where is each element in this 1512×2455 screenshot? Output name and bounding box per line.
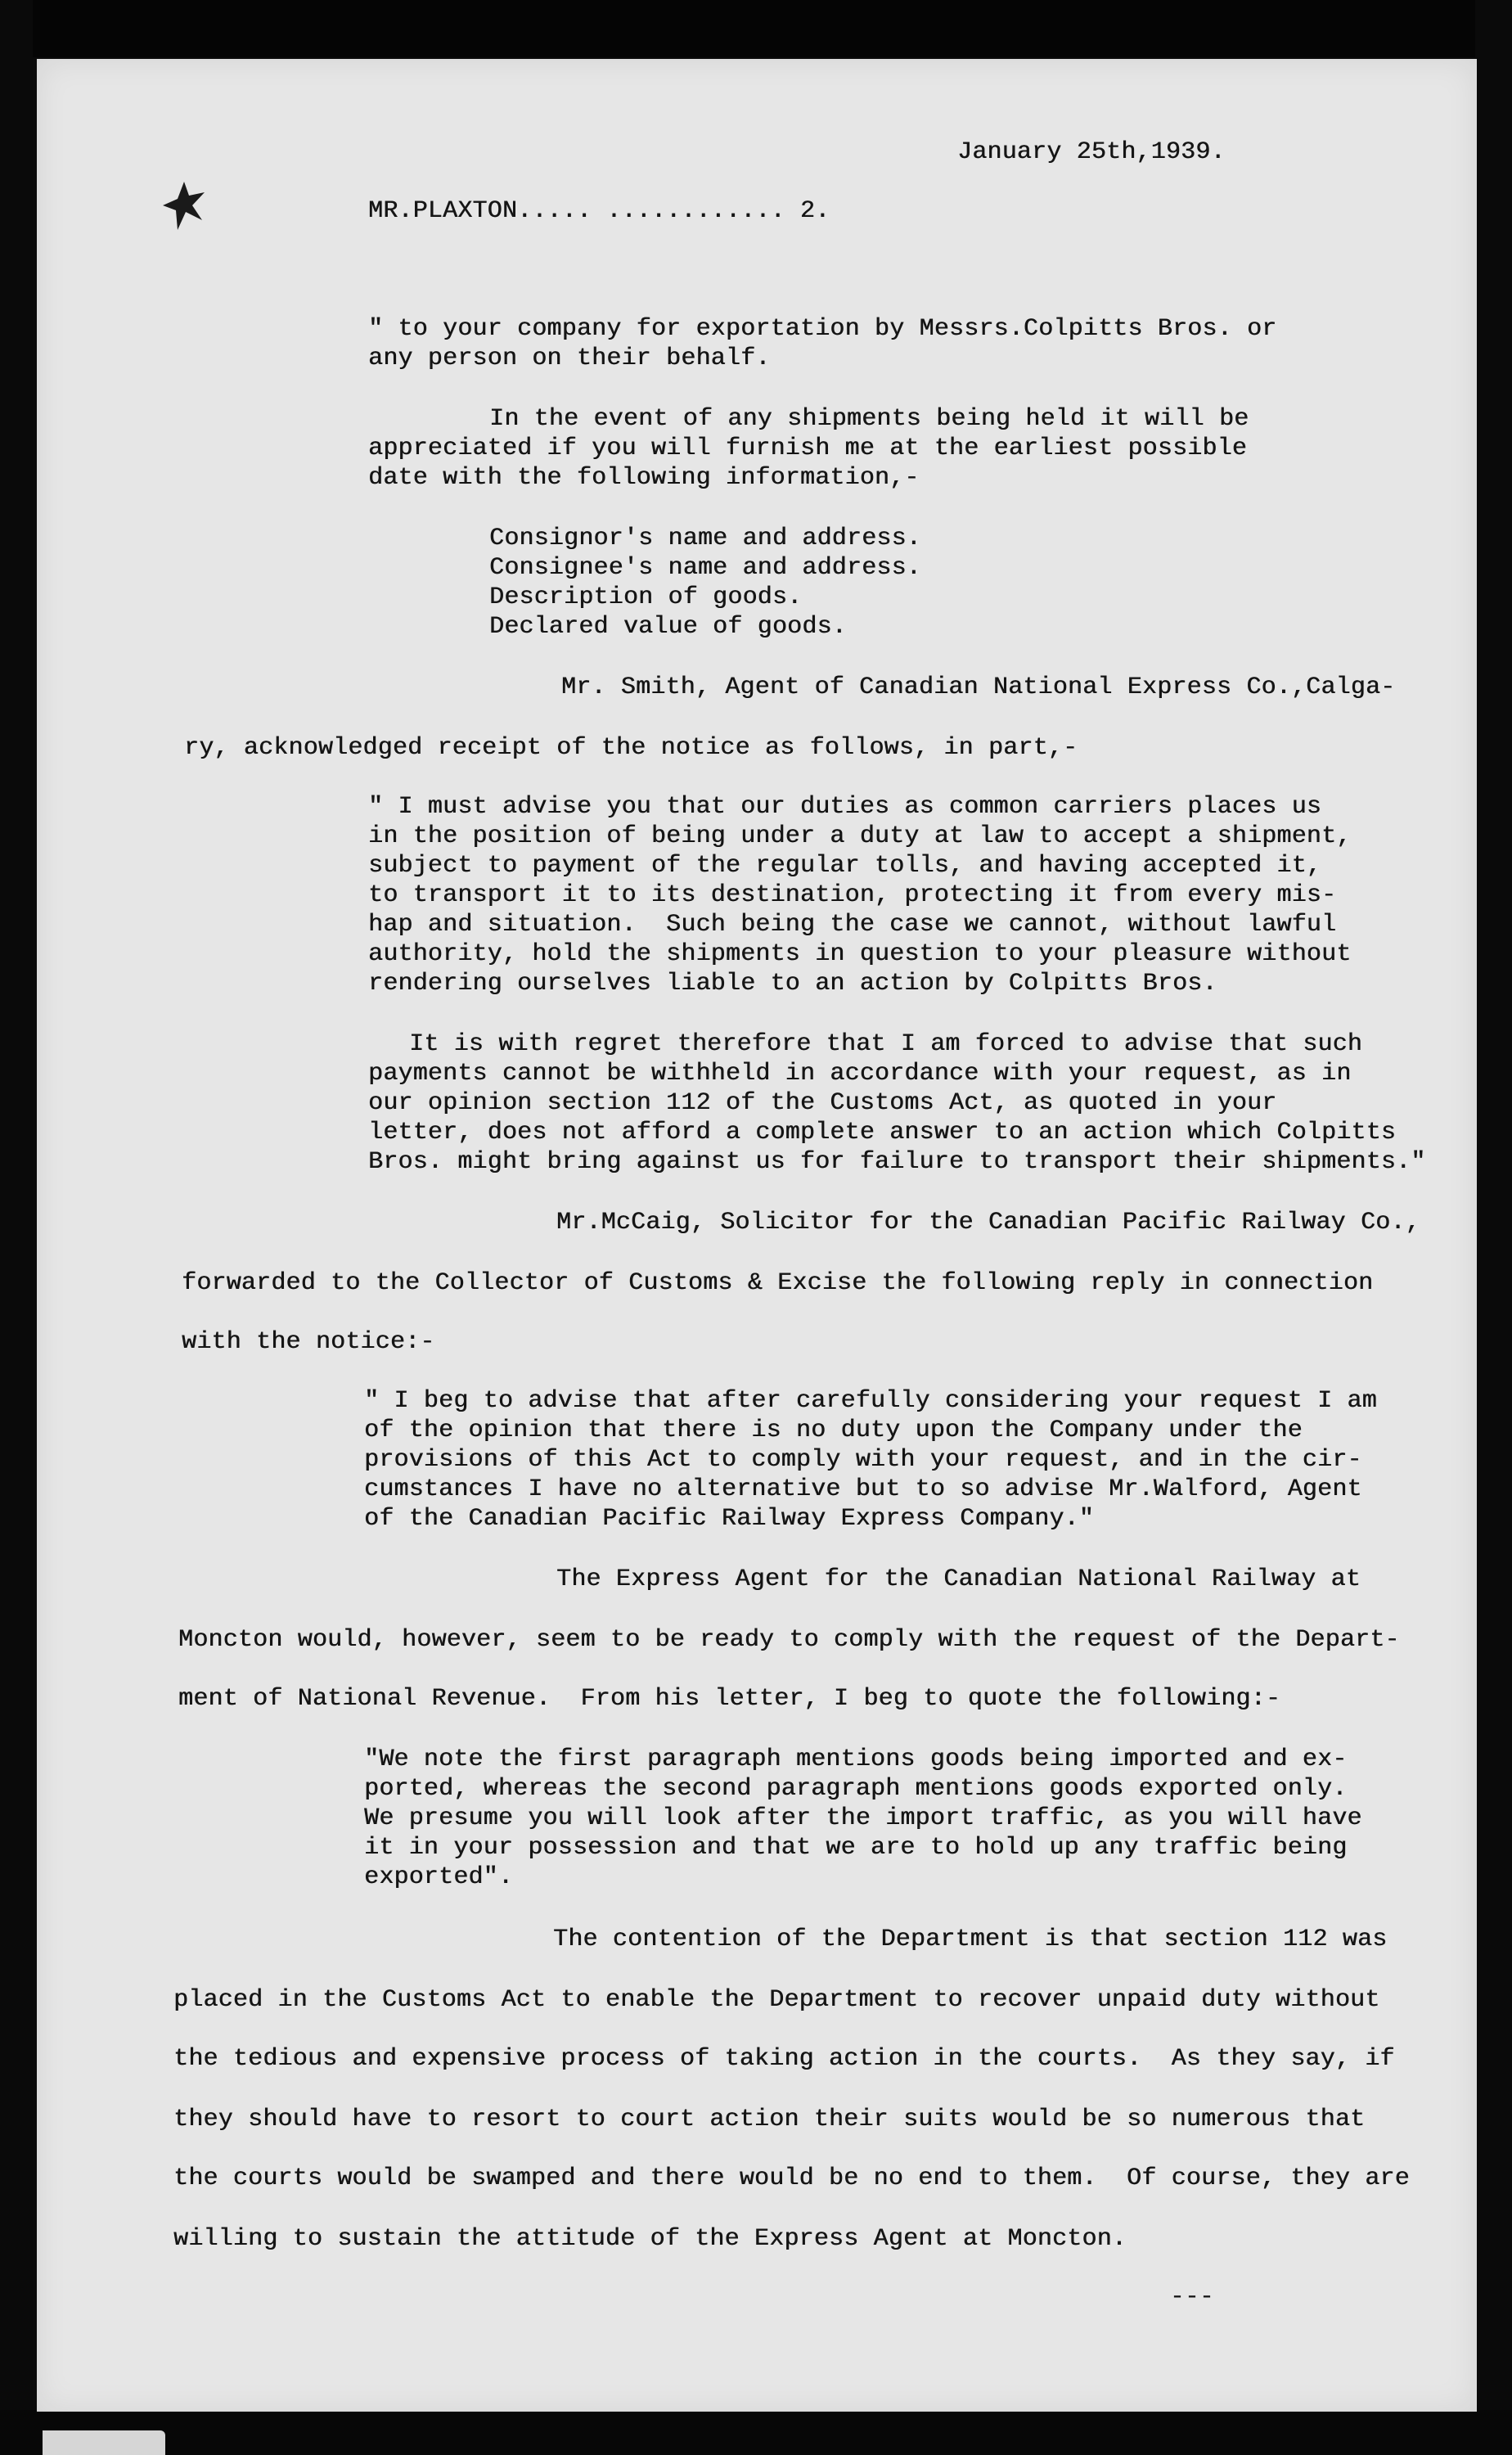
body-line: Mr. Smith, Agent of Canadian National Express Co.,Calga-: [561, 673, 1396, 701]
scan-border-right: [1475, 0, 1512, 2455]
body-line: " to your company for exportation by Messrs.Colpitts Bros. or: [368, 315, 1277, 343]
body-line: the tedious and expensive process of taking action in the courts. As they say, if: [173, 2045, 1395, 2073]
body-line: In the event of any shipments being held it will be: [489, 405, 1249, 433]
quoted-line: It is with regret therefore that I am forced to advise that such: [409, 1030, 1362, 1058]
info-list-item: Description of goods.: [489, 583, 803, 611]
quoted-line: "We note the first paragraph mentions goods being imported and ex-: [364, 1746, 1348, 1773]
quoted-line: letter, does not afford a complete answer to an action which Colpitts: [368, 1119, 1397, 1146]
body-line: ry, acknowledged receipt of the notice as follows, in part,-: [184, 734, 1078, 762]
info-list-item: Consignor's name and address.: [489, 525, 921, 552]
quoted-line: " I beg to advise that after carefully considering your request I am: [364, 1387, 1377, 1415]
body-line: date with the following information,-: [368, 464, 920, 492]
body-line: with the notice:-: [182, 1328, 435, 1356]
quoted-line: provisions of this Act to comply with your request, and in the cir-: [364, 1446, 1362, 1474]
scan-border-left: [0, 0, 33, 2455]
body-line: The Express Agent for the Canadian National Railway at: [556, 1565, 1361, 1593]
quoted-line: Bros. might bring against us for failure to transport their shipments.": [368, 1148, 1426, 1176]
continuation-mark: ---: [1170, 2283, 1215, 2311]
quoted-line: of the Canadian Pacific Railway Express Company.": [364, 1505, 1094, 1533]
quoted-line: cumstances I have no alternative but to so advise Mr.Walford, Agent: [364, 1475, 1362, 1503]
body-line: any person on their behalf.: [368, 345, 771, 372]
letter-date: January 25th,1939.: [957, 138, 1226, 166]
quoted-line: authority, hold the shipments in question to your pleasure without: [368, 940, 1352, 968]
quoted-line: ported, whereas the second paragraph mentions goods exported only.: [364, 1775, 1348, 1803]
quoted-line: " I must advise you that our duties as common carriers places us: [368, 793, 1321, 821]
addressee-page-number: MR.PLAXTON..... ............ 2.: [368, 197, 830, 225]
quoted-line: hap and situation. Such being the case we cannot, without lawful: [368, 911, 1337, 939]
quoted-line: subject to payment of the regular tolls, and having accepted it,: [368, 852, 1321, 880]
ink-blot-mark: [160, 178, 209, 235]
quoted-line: of the opinion that there is no duty upon the Company under the: [364, 1417, 1303, 1444]
body-line: forwarded to the Collector of Customs & Excise the following reply in connection: [182, 1269, 1374, 1297]
info-list-item: Declared value of goods.: [489, 613, 847, 641]
quoted-line: to transport it to its destination, protecting it from every mis-: [368, 881, 1337, 909]
body-line: the courts would be swamped and there would be no end to them. Of course, they are: [173, 2164, 1410, 2192]
body-line: appreciated if you will furnish me at the earliest possible: [368, 435, 1247, 462]
quoted-line: it in your possession and that we are to hold up any traffic being: [364, 1834, 1348, 1862]
body-line: placed in the Customs Act to enable the Department to recover unpaid duty without: [173, 1986, 1380, 2014]
scan-corner-tab: [43, 2430, 165, 2455]
body-line: willing to sustain the attitude of the Express Agent at Moncton.: [173, 2225, 1127, 2253]
body-line: Mr.McCaig, Solicitor for the Canadian Pacific Railway Co.,: [556, 1209, 1420, 1237]
quoted-line: exported".: [364, 1863, 514, 1891]
body-line: ment of National Revenue. From his letter, I beg to quote the following:-: [178, 1685, 1281, 1713]
quoted-line: our opinion section 112 of the Customs Act, as quoted in your: [368, 1089, 1277, 1117]
info-list-item: Consignee's name and address.: [489, 554, 921, 582]
quoted-line: payments cannot be withheld in accordance with your request, as in: [368, 1060, 1352, 1088]
quoted-line: in the position of being under a duty at law to accept a shipment,: [368, 822, 1352, 850]
body-line: Moncton would, however, seem to be ready to comply with the request of the Depart-: [178, 1626, 1400, 1654]
quoted-line: rendering ourselves liable to an action by Colpitts Bros.: [368, 970, 1217, 998]
body-line: The contention of the Department is that section 112 was: [553, 1926, 1388, 1953]
body-line: they should have to resort to court action their suits would be so numerous that: [173, 2106, 1366, 2133]
scan-border-top: [0, 0, 1512, 57]
quoted-line: We presume you will look after the import traffic, as you will have: [364, 1804, 1362, 1832]
scan-border-bottom: [0, 2410, 1512, 2455]
